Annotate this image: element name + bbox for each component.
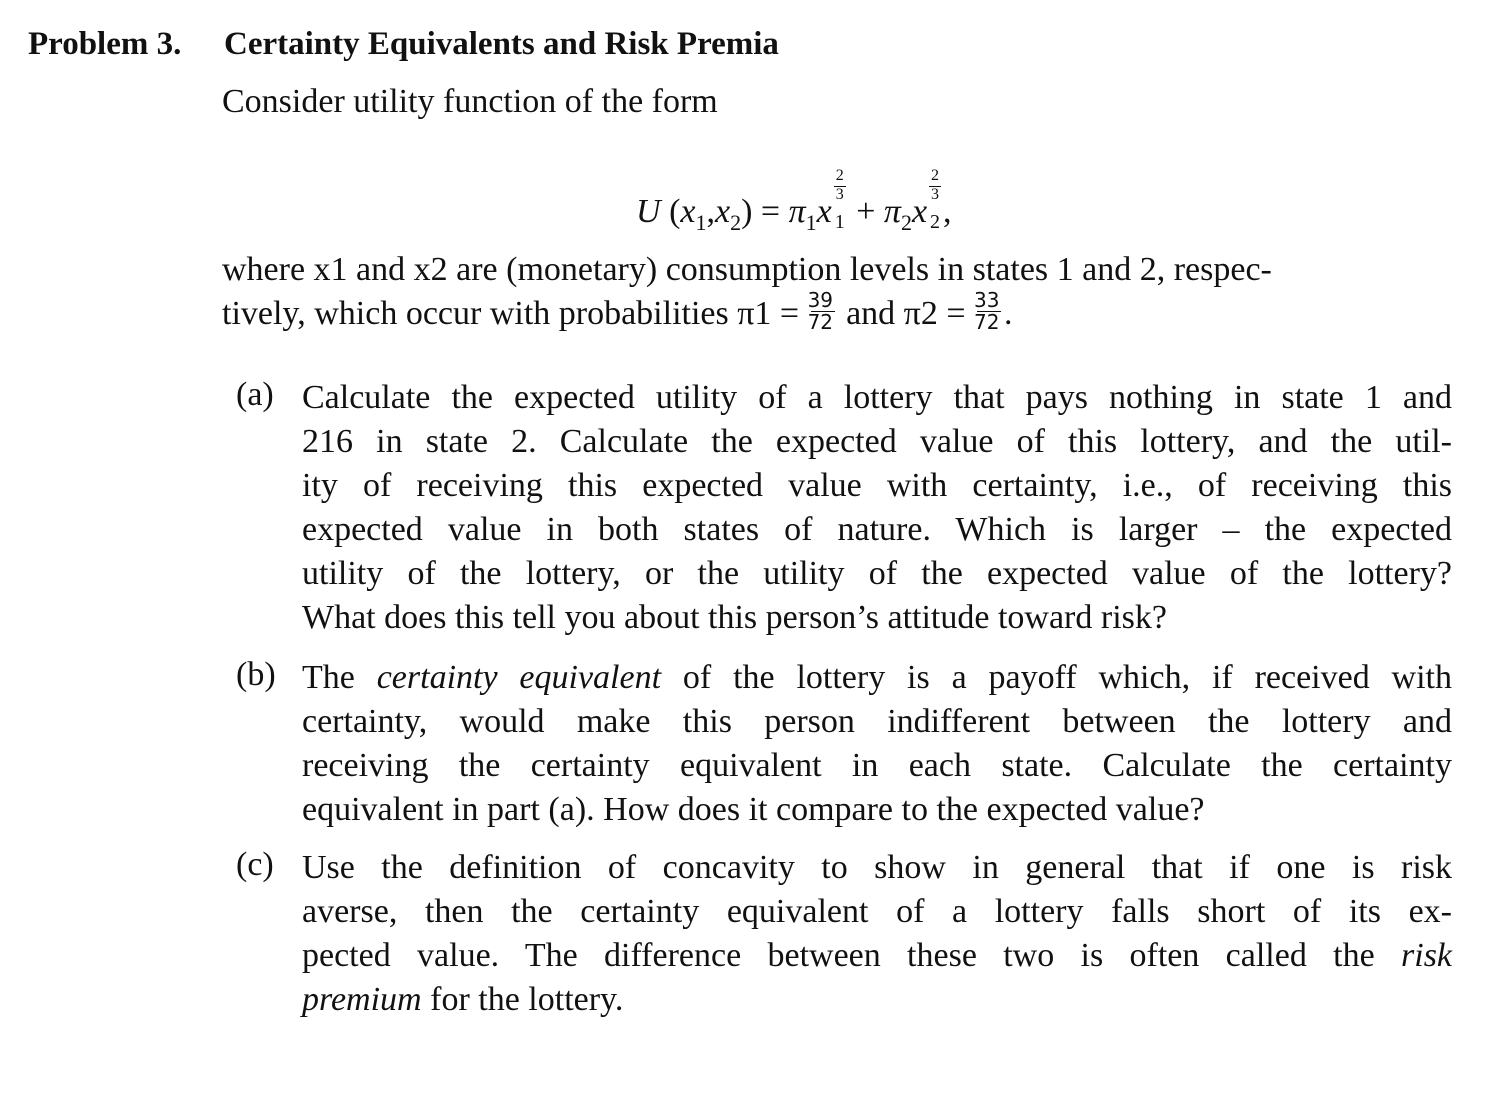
utility-equation: U $(x_1,x_2) = \pi_1x$ $\frac{2}{3}$ $1 + \pi_2x$ $\frac{2}{3}$ 2, bbox=[636, 168, 952, 228]
certainty-equivalent-term: certainty equivalent bbox=[376, 659, 662, 696]
premium-term: premium bbox=[302, 981, 422, 1018]
description-line-1: where x1 and x2 are (monetary) consumption levels in states 1 and 2, respec- bbox=[222, 251, 1272, 288]
pi1-fraction: $\frac{39}{72}$ bbox=[807, 288, 834, 334]
intro-text: Consider utility function of the form bbox=[222, 83, 718, 120]
part-c-line: Use the definition of concavity to show in general that if one is risk bbox=[302, 849, 1452, 886]
description-line-2: tively, which occur with probabilities π1 = $\frac{39}{72}$ and π2 = $\frac{33}{72}$ . bbox=[222, 288, 1013, 334]
problem-number: Problem 3. bbox=[28, 26, 182, 62]
part-c-line: pected value. The difference between these two is often called the risk bbox=[302, 937, 1453, 974]
part-c-label: (c) bbox=[236, 846, 274, 883]
problem-header bbox=[28, 22, 779, 66]
part-b-line: certainty, would make this person indifferent between the lottery and bbox=[302, 703, 1452, 740]
pi2-fraction: $\frac{33}{72}$ bbox=[974, 288, 1000, 334]
part-a-line: expected value in both states of nature. Which is larger – the expected bbox=[302, 511, 1452, 548]
part-c-line: premium for the lottery. bbox=[302, 981, 624, 1018]
part-b-line: The certainty equivalent of the lottery is a payoff which, if received with bbox=[302, 659, 1452, 696]
part-a-line: Calculate the expected utility of a lottery that pays nothing in state 1 and bbox=[302, 379, 1452, 416]
risk-term: risk bbox=[1401, 937, 1453, 974]
part-b-label: (b) bbox=[236, 656, 276, 693]
equation-lhs: U bbox=[636, 193, 661, 230]
exponent-fraction: $\frac{2}{3}$ bbox=[931, 167, 940, 203]
part-a-line: What does this tell you about this person’s attitude toward risk? bbox=[302, 599, 1167, 636]
part-b-line: equivalent in part (a). How does it compare to the expected value? bbox=[302, 791, 1205, 828]
part-a-label: (a) bbox=[236, 376, 274, 413]
problem-title: Certainty Equivalents and Risk Premia bbox=[224, 26, 779, 62]
part-c-line: averse, then the certainty equivalent of a lottery falls short of its ex- bbox=[302, 893, 1452, 930]
part-a-line: ity of receiving this expected value with certainty, i.e., of receiving this bbox=[302, 467, 1452, 504]
part-a-line: utility of the lottery, or the utility of the expected value of the lottery? bbox=[302, 555, 1452, 592]
part-a-line: 216 in state 2. Calculate the expected value of this lottery, and the util- bbox=[302, 423, 1452, 460]
part-b-line: receiving the certainty equivalent in each state. Calculate the certainty bbox=[302, 747, 1452, 784]
description-paragraph bbox=[222, 248, 1272, 336]
exponent-fraction: $\frac{2}{3}$ bbox=[835, 167, 844, 203]
